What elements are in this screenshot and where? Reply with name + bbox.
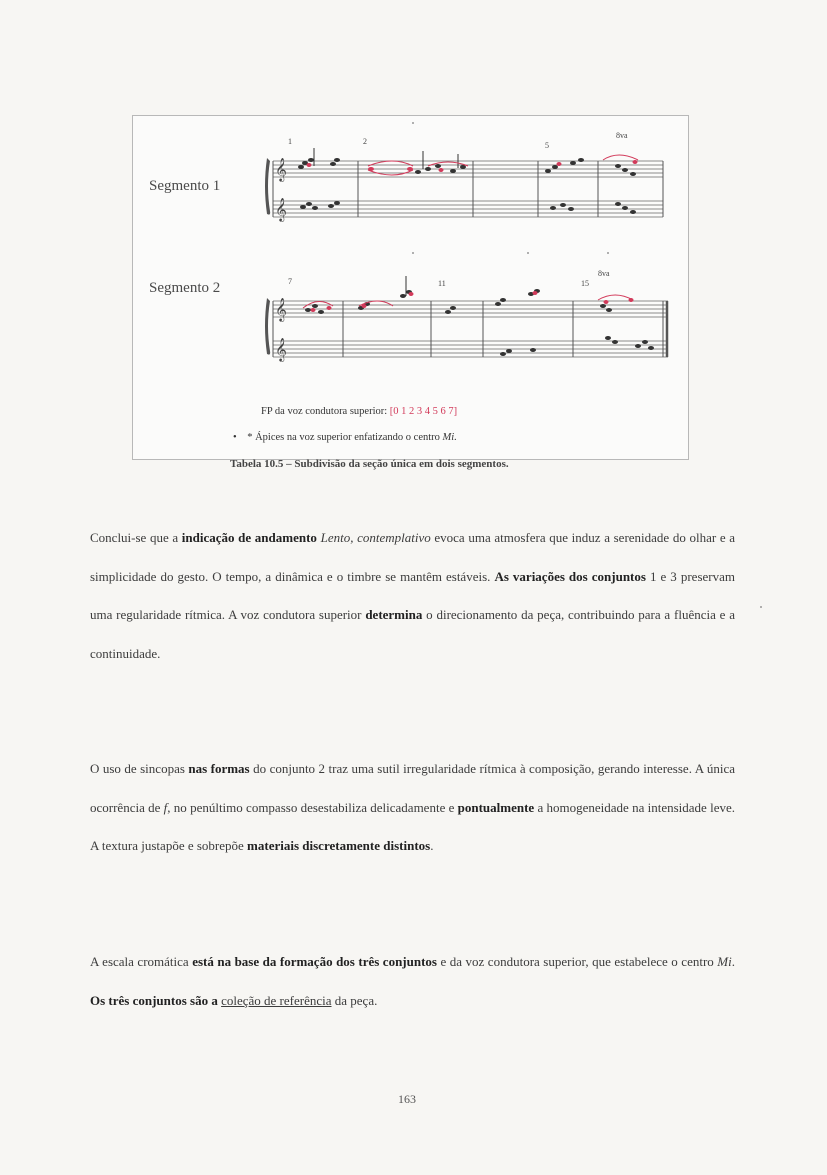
text-run: pontualmente	[457, 799, 535, 815]
text-run: .	[731, 954, 735, 969]
page-number: 163	[398, 1092, 416, 1106]
text-run: .	[430, 838, 434, 853]
text-run: coleção de referência	[221, 992, 332, 1008]
text-run: indicação de andamento	[181, 530, 317, 545]
text-run: evoca uma atmosfera que induz a serenidade do olhar e a simplicidade do gesto. O tempo, a dinâmica e o timbre se mantêm estáveis.	[90, 530, 736, 584]
measure-number: 1	[288, 137, 292, 146]
text-run: determina	[365, 607, 423, 622]
red-note-heads	[307, 160, 638, 172]
apices-line: • * Ápices na voz superior enfatizando o centro Mi.	[233, 432, 457, 443]
text-run: As variações dos conjuntos	[494, 568, 646, 584]
text-run: O uso de sincopas	[90, 761, 189, 776]
apices-center: Mi.	[442, 432, 457, 443]
text-run: a homogeneidade na intensidade leve. A textura justapõe e sobrepõe	[90, 799, 735, 853]
scan-speck	[527, 252, 529, 254]
text-run: está na base da formação dos três conjuntos	[192, 954, 437, 969]
text-run: Conclui-se que a	[90, 530, 182, 545]
segment-1-label: Segmento 1	[149, 178, 221, 194]
ottava-mark: 8va	[598, 269, 610, 278]
note-clusters	[305, 276, 654, 356]
text-run: , no penúltimo compasso desestabiliza delicadamente e	[167, 799, 458, 815]
segment-2-label: Segmento 2	[149, 280, 221, 296]
lower-staff	[273, 201, 663, 217]
paragraph-1	[90, 519, 735, 673]
text-run: Os três conjuntos são a	[90, 992, 218, 1008]
text-run: f	[163, 799, 168, 815]
treble-clef-icon: 𝄞	[275, 199, 287, 221]
brace-icon	[265, 298, 270, 355]
paragraph-2	[90, 750, 735, 866]
fp-prefix: FP da voz condutora superior:	[261, 406, 390, 417]
scan-speck	[412, 252, 414, 254]
scan-speck	[607, 252, 609, 254]
text-run: Mi	[717, 954, 732, 969]
text-run: materiais discretamente distintos	[247, 838, 431, 853]
text-run: 1 e 3 preservam uma regularidade rítmica. A voz condutora superior	[90, 568, 735, 622]
measure-number: 11	[438, 279, 446, 288]
text-run: A escala cromática	[90, 954, 193, 969]
text-run: Lento, contemplativo	[320, 530, 431, 545]
table-caption: Tabela 10.5 – Subdivisão da seção única em dois segmentos.	[230, 458, 509, 470]
scan-speck	[412, 122, 414, 124]
measure-number: 7	[288, 277, 292, 286]
measure-number: 15	[581, 279, 589, 288]
treble-clef-icon: 𝄞	[275, 159, 287, 181]
text-run: nas formas	[188, 761, 250, 776]
treble-clef-icon: 𝄞	[275, 299, 287, 321]
segment-2-score	[263, 266, 673, 381]
scan-speck	[760, 606, 762, 608]
music-example-figure	[132, 115, 689, 460]
fp-set: [0 1 2 3 4 5 6 7]	[389, 406, 458, 417]
red-annotations	[303, 295, 633, 308]
text-run: o direcionamento da peça, contribuindo para a fluência e a continuidade.	[90, 607, 736, 661]
text-run: e da voz condutora superior, que estabelece o centro	[436, 954, 718, 969]
brace-icon	[265, 158, 270, 215]
note-clusters	[298, 148, 636, 214]
text-run: do conjunto 2 traz uma sutil irregularidade rítmica à composição, gerando interesse. A única ocorrência de	[90, 761, 735, 815]
fp-line	[261, 406, 457, 417]
lower-staff	[273, 341, 668, 357]
paragraph-3	[90, 943, 735, 1020]
measure-number: 2	[363, 137, 367, 146]
apices-text: * Ápices na voz superior enfatizando o centro	[247, 432, 443, 443]
ottava-mark: 8va	[616, 131, 628, 140]
text-run: da peça.	[331, 992, 378, 1008]
treble-clef-icon: 𝄞	[275, 339, 287, 361]
measure-number: 5	[545, 141, 549, 150]
segment-1-score	[263, 131, 673, 251]
